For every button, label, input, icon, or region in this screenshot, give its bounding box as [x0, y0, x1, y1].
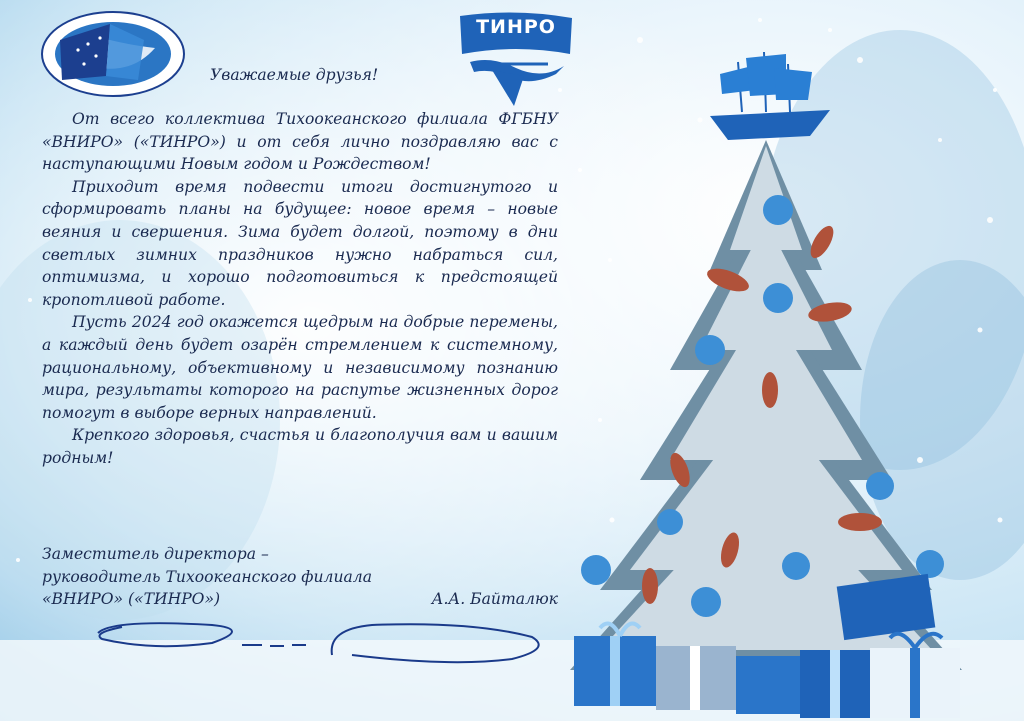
- signature-title-line: руководитель Тихоокеанского филиала: [42, 567, 373, 586]
- paragraph: Крепкого здоровья, счастья и благополучия вам и вашим родным!: [42, 426, 558, 467]
- paragraph: От всего коллектива Тихоокеанского филиала ФГБНУ «ВНИРО» («ТИНРО») и от себя лично поздравляю вас с наступающими Новым годом и Рождеством!: [42, 110, 558, 174]
- signature-title-line: Заместитель директора –: [42, 545, 269, 563]
- vniro-logo: [40, 10, 186, 98]
- christmas-tree: [560, 50, 1024, 721]
- signature-name-row: [42, 588, 558, 611]
- paragraph: Пусть 2024 год окажется щедрым на добрые перемены, а каждый день будет озарён стремлением к системному, рациональному, объективному и независимому познанию мира, результаты которого на распутье жизненных дорог помогут в выборе верных направлений.: [42, 313, 558, 422]
- handwritten-signature: [92, 615, 552, 670]
- signature-name: А.А. Байталюк: [431, 590, 558, 609]
- letter-body: [42, 108, 558, 470]
- tinro-logo-text: ТИНРО: [476, 16, 556, 38]
- ship-topper-icon: [710, 52, 830, 140]
- signature-block: [42, 543, 558, 611]
- greeting-heading: Уважаемые друзья!: [210, 66, 379, 84]
- paragraph: Приходит время подвести итоги достигнутого и сформировать планы на будущее: новое время – новые веяния и свершения. Зима будет долгой, поэтому в дни светлых зимних праздников нужно набраться сил, оптимизма, и хорошо подготовиться к предстоящей кропотливой работе.: [42, 177, 558, 309]
- signature-organization: «ВНИРО» («ТИНРО»): [42, 590, 221, 609]
